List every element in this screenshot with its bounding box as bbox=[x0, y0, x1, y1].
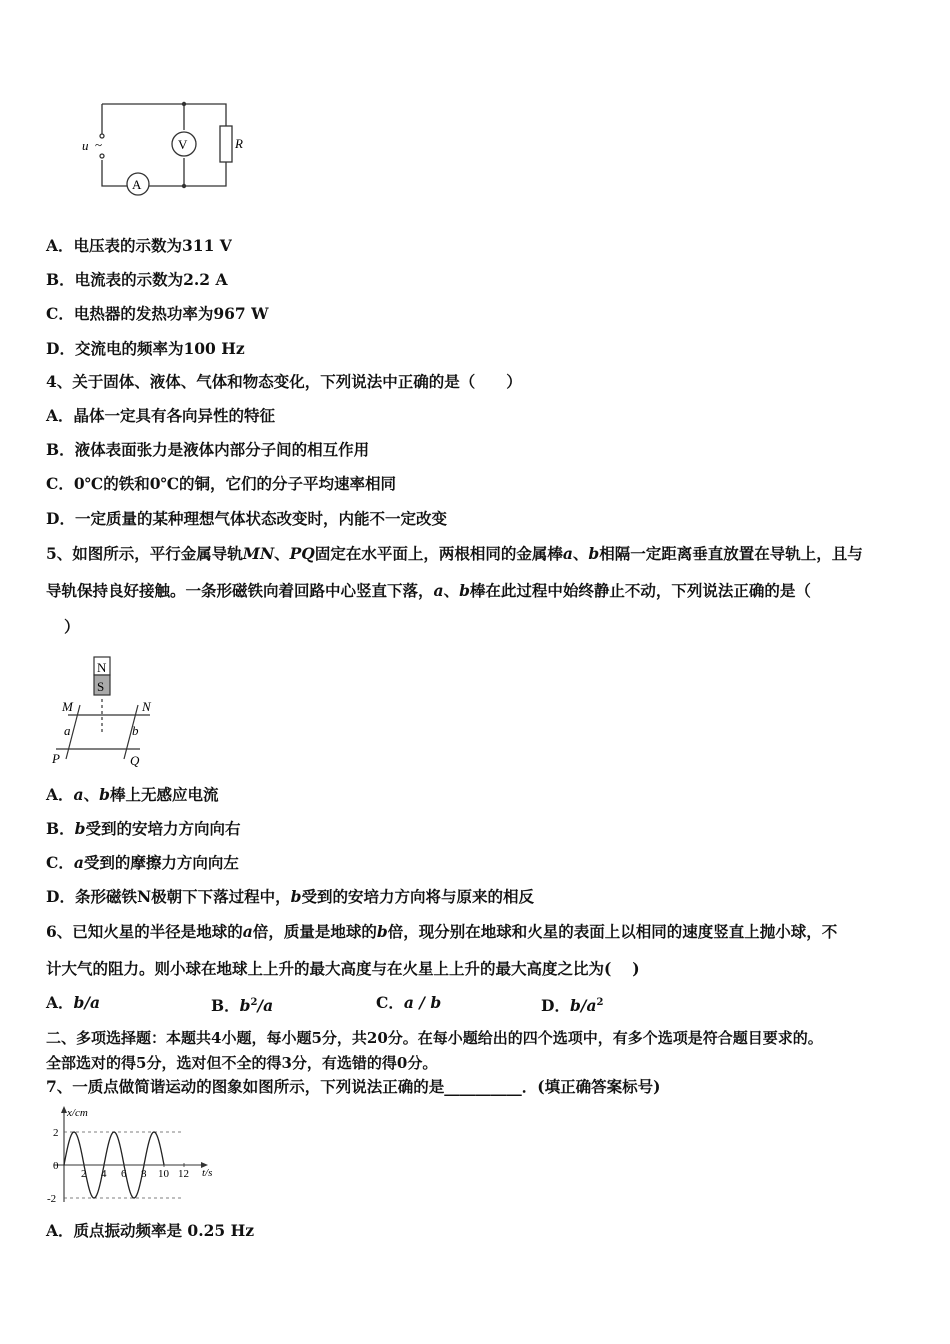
text: 、 bbox=[83, 785, 100, 804]
magnet-s-label: S bbox=[97, 679, 105, 694]
rail-label-q: Q bbox=[130, 753, 140, 768]
data-point bbox=[63, 1164, 64, 1165]
formula: /a bbox=[257, 996, 274, 1016]
var-b: b bbox=[74, 819, 86, 838]
rail-label-m: M bbox=[62, 699, 73, 714]
section2-heading-line1: 二、多项选择题：本题共4小题，每小题5分，共20分。在每小题给出的四个选项中，有多个选项是符合题目要求的。 bbox=[46, 1029, 823, 1047]
q4-option-d: D．一定质量的某种理想气体状态改变时，内能不一定改变 bbox=[46, 509, 447, 528]
var-a: a bbox=[433, 581, 444, 600]
section2-heading-line2: 全部选对的得5分，选对但不全的得3分，有选错的得0分。 bbox=[46, 1054, 438, 1072]
y-tick-label: 2 bbox=[53, 1127, 59, 1139]
text: 棒上无感应电流 bbox=[109, 785, 219, 804]
formula: b bbox=[239, 996, 251, 1016]
data-point bbox=[133, 1197, 134, 1198]
q4-option-a: A．晶体一定具有各向异性的特征 bbox=[46, 406, 276, 425]
text: 5、如图所示，平行金属导轨 bbox=[46, 544, 243, 563]
shm-chart bbox=[44, 1104, 234, 1208]
circuit-diagram bbox=[78, 98, 258, 198]
q6-option-c bbox=[376, 993, 441, 1013]
text: 、 bbox=[443, 581, 460, 600]
q3-option-d: D．交流电的频率为100 Hz bbox=[46, 339, 245, 358]
text: 棒在此过程中始终静止不动，下列说法正确的是（ bbox=[469, 581, 811, 600]
source-tilde: ~ bbox=[95, 137, 103, 152]
text: A． bbox=[46, 993, 74, 1012]
x-axis-label: t/s bbox=[202, 1167, 213, 1179]
x-tick-label: 12 bbox=[178, 1168, 189, 1180]
exponent: 2 bbox=[596, 997, 604, 1008]
q3-option-b: B．电流表的示数为2.2 A bbox=[46, 270, 228, 289]
q6-option-a bbox=[46, 993, 100, 1013]
text: 倍，现分别在地球和火星的表面上以相同的速度竖直上抛小球，不 bbox=[387, 922, 838, 941]
rod-label-b: b bbox=[132, 723, 139, 738]
rail-magnet-diagram bbox=[50, 653, 170, 771]
var-a: a bbox=[73, 853, 84, 872]
text: C． bbox=[376, 993, 404, 1012]
var-a: a bbox=[562, 544, 573, 563]
text: C． bbox=[46, 853, 74, 872]
text: 导轨保持良好接触。一条形磁铁向着回路中心竖直下落， bbox=[46, 581, 434, 600]
text: 受到的安培力方向将与原来的相反 bbox=[301, 887, 534, 906]
q5-stem-line2 bbox=[46, 581, 811, 601]
exponent: 2 bbox=[250, 997, 258, 1008]
x-tick-label: 8 bbox=[141, 1168, 147, 1180]
x-tick-label: 10 bbox=[158, 1168, 169, 1180]
var-a: a bbox=[73, 785, 84, 804]
ammeter-label: A bbox=[132, 177, 142, 192]
q4-stem: 4、关于固体、液体、气体和物态变化，下列说法中正确的是（ ） bbox=[46, 372, 522, 391]
text: 受到的摩擦力方向向左 bbox=[83, 853, 239, 872]
text: 倍，质量是地球的 bbox=[252, 922, 377, 941]
var-a: a bbox=[242, 922, 253, 941]
text: 、 bbox=[572, 544, 589, 563]
y-axis-label: x/cm bbox=[67, 1107, 88, 1119]
rail-label-n: N bbox=[142, 699, 151, 714]
rod-label-a: a bbox=[64, 723, 71, 738]
text: 受到的安培力方向向右 bbox=[85, 819, 241, 838]
text: 6、已知火星的半径是地球的 bbox=[46, 922, 243, 941]
var-b: b bbox=[459, 581, 470, 600]
y-tick-label: -2 bbox=[47, 1193, 57, 1205]
x-tick-label: 2 bbox=[81, 1168, 87, 1180]
formula: b/a bbox=[569, 996, 597, 1016]
text: 相隔一定距离垂直放置在导轨上，且与 bbox=[599, 544, 863, 563]
magnet-n-label: N bbox=[97, 660, 107, 675]
text: B． bbox=[211, 996, 240, 1016]
formula: b/a bbox=[73, 993, 101, 1012]
var-b: b bbox=[376, 922, 388, 941]
q5-stem-line1 bbox=[46, 544, 863, 564]
y-tick-label: 0 bbox=[53, 1160, 59, 1172]
text: 固定在水平面上，两根相同的金属棒 bbox=[314, 544, 563, 563]
q4-option-c: C．0℃的铁和0℃的铜，它们的分子平均速率相同 bbox=[46, 474, 397, 493]
var-b: b bbox=[290, 887, 302, 906]
var-pq: PQ bbox=[289, 544, 315, 563]
x-tick-label: 4 bbox=[101, 1168, 107, 1180]
q5-option-d bbox=[46, 887, 534, 907]
source-label-u: u bbox=[82, 138, 89, 153]
data-point bbox=[93, 1197, 94, 1198]
q6-option-b bbox=[211, 993, 273, 1016]
var-b: b bbox=[588, 544, 600, 563]
voltmeter-label: V bbox=[178, 137, 188, 152]
q7-stem: 7、一质点做简谐运动的图象如图所示，下列说法正确的是__________．(填正确答案标号) bbox=[46, 1077, 661, 1096]
q5-option-b bbox=[46, 819, 240, 839]
q5-option-a bbox=[46, 785, 218, 805]
q5-stem-line3: ） bbox=[64, 617, 80, 636]
q6-stem-line2: 计大气的阻力。则小球在地球上上升的最大高度与在火星上上升的最大高度之比为( ) bbox=[46, 959, 640, 978]
text: D． bbox=[541, 996, 570, 1016]
rail-label-p: P bbox=[52, 751, 60, 766]
text: 、 bbox=[274, 544, 290, 563]
var-b: b bbox=[99, 785, 110, 804]
q6-option-d bbox=[541, 993, 603, 1016]
q4-option-b: B．液体表面张力是液体内部分子间的相互作用 bbox=[46, 440, 370, 459]
text: D．条形磁铁N极朝下下落过程中， bbox=[46, 887, 291, 906]
var-mn: MN bbox=[242, 544, 275, 563]
text: B． bbox=[46, 819, 75, 838]
x-tick-label: 6 bbox=[121, 1168, 127, 1180]
data-point bbox=[113, 1131, 114, 1132]
q3-option-c: C．电热器的发热功率为967 W bbox=[46, 304, 269, 323]
data-point bbox=[73, 1131, 74, 1132]
resistor-symbol bbox=[220, 126, 232, 162]
text: A． bbox=[46, 785, 74, 804]
q7-option-a: A．质点振动频率是 0.25 Hz bbox=[46, 1221, 255, 1240]
formula: a / b bbox=[403, 993, 442, 1012]
data-point bbox=[153, 1131, 154, 1132]
resistor-label: R bbox=[235, 136, 243, 151]
q5-option-c bbox=[46, 853, 239, 873]
q3-option-a: A．电压表的示数为311 V bbox=[46, 236, 232, 255]
q6-stem-line1 bbox=[46, 922, 837, 942]
